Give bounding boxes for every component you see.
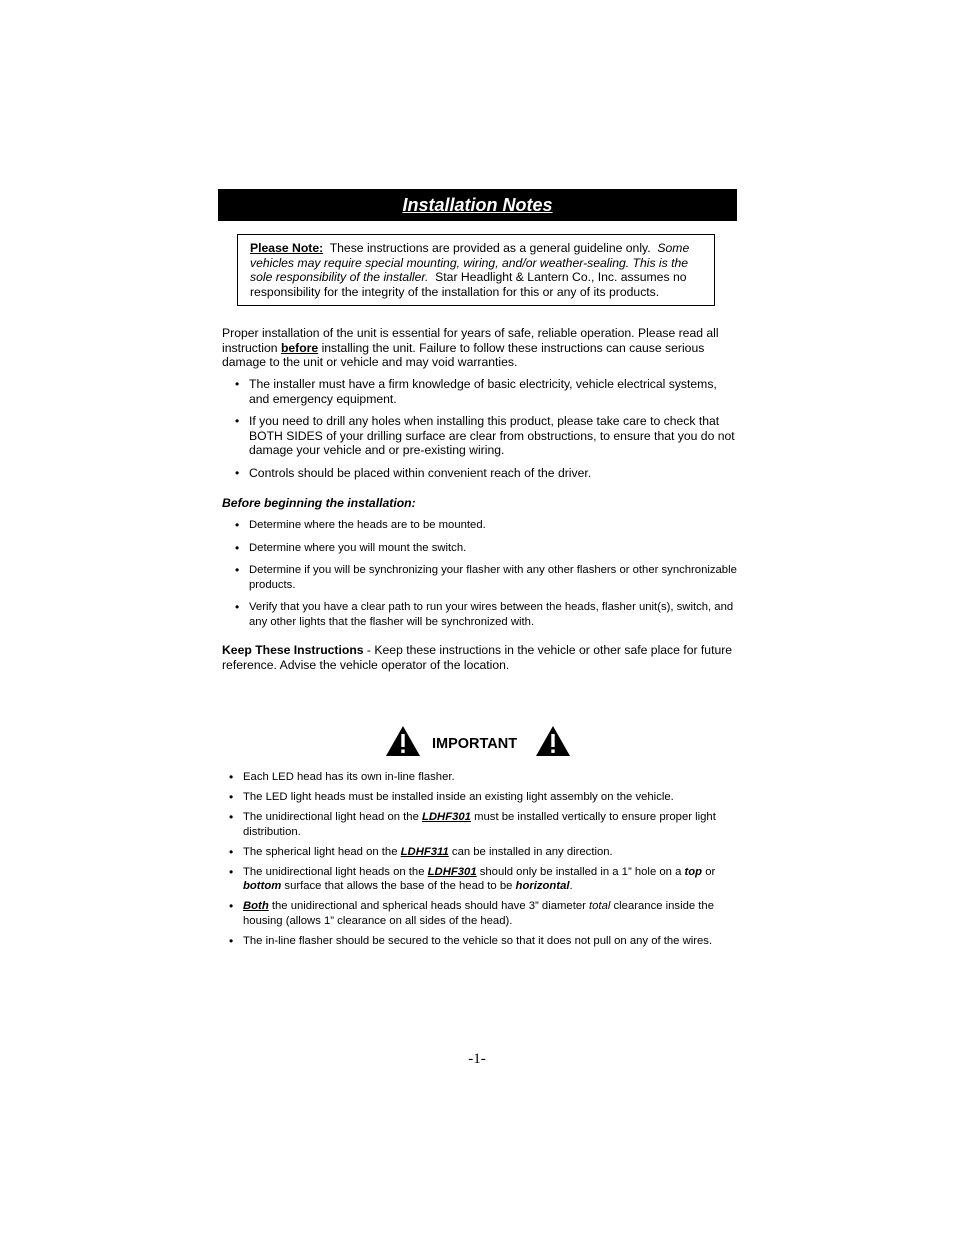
warning-icon — [535, 725, 571, 757]
please-note-text: Please Note: These instructions are provided as a general guideline only. Some vehicles may require special mounting, wiring, and/or weather-sealing. This is the sole responsibility of the installer. Star Headlight & Lantern Co., Inc. assumes no responsibility for the integrity of the installation for this or any of its products. — [250, 241, 690, 299]
list-item: • The installer must have a firm knowledge of basic electricity, vehicle electrical systems, and emergency equipment. — [222, 377, 737, 406]
list-item: • Both the unidirectional and spherical heads should have 3” diameter total clearance inside the housing (allows 1” clearance on all sides of the head). — [216, 899, 742, 927]
list-item: • Determine where the heads are to be mounted. — [222, 518, 742, 533]
please-note-label: Please Note: — [250, 241, 324, 255]
list-item: • Determine if you will be synchronizing your flasher with any other flashers or other synchronizable products. — [222, 563, 742, 592]
requirements-list — [222, 377, 737, 488]
list-item: • The spherical light head on the LDHF311 can be installed in any direction. — [216, 845, 742, 859]
important-label: IMPORTANT — [432, 736, 518, 752]
model-number: LDHF301 — [422, 811, 471, 824]
list-item: • The unidirectional light head on the LDHF301 must be installed vertically to ensure proper light distribution. — [216, 810, 742, 838]
before-steps-list — [222, 518, 742, 637]
list-item: • The LED light heads must be installed inside an existing light assembly on the vehicle. — [216, 790, 742, 804]
list-item: • The in-line flasher should be secured to the vehicle so that it does not pull on any of the wires. — [216, 934, 742, 948]
model-number: LDHF311 — [400, 845, 449, 858]
model-number: LDHF301 — [427, 866, 477, 879]
page-title: Installation Notes — [402, 195, 553, 215]
warning-icon — [385, 725, 421, 757]
section-header-banner — [218, 189, 737, 221]
list-item: • The unidirectional light heads on the LDHF301 should only be installed in a 1” hole on a top or bottom surface that allows the base of the head to be horizontal. — [216, 865, 742, 893]
list-item: • Each LED head has its own in-line flasher. — [216, 770, 742, 784]
keep-instructions-paragraph: Keep These Instructions - Keep these instructions in the vehicle or other safe place for future reference. Advise the vehicle operator of the location. — [222, 643, 733, 672]
intro-paragraph: Proper installation of the unit is essential for years of safe, reliable operation. Please read all instruction before installing the unit. Failure to follow these instructions can cause serious damage to the unit or vehicle and may void warranties. — [222, 326, 719, 369]
list-item: • If you need to drill any holes when installing this product, please take care to check that BOTH SIDES of your drilling surface are clear from obstructions, to ensure that you do not damage your vehicle and or pre-existing wiring. — [222, 414, 737, 458]
list-item: • Controls should be placed within convenient reach of the driver. — [222, 466, 737, 481]
page-number: -1- — [468, 1051, 486, 1067]
list-item: • Determine where you will mount the switch. — [222, 541, 742, 556]
list-item: • Verify that you have a clear path to run your wires between the heads, flasher unit(s), switch, and any other lights that the flasher will be synchronized with. — [222, 600, 742, 629]
before-beginning-heading: Before beginning the installation: — [222, 496, 416, 510]
please-note-box — [237, 234, 715, 306]
important-heading — [385, 725, 575, 759]
important-list — [216, 770, 742, 954]
